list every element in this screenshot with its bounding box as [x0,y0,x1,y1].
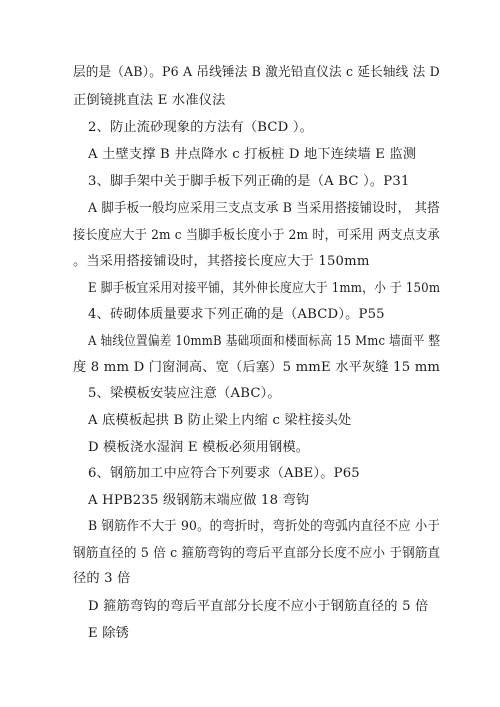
text-line: A 底模板起拱 B 防止梁上内缩 c 梁柱接头处 [88,413,352,428]
text-line: 径的 3 倍 [73,571,131,586]
text-line: 正倒镜挑直法 E 水准仪法 [73,93,226,108]
text-line: 度 8 mm D 门窗洞高、宽（后塞）5 mmE 水平灰缝 15 mm [73,360,441,375]
text-line: E 除锈 [88,626,129,641]
text-line: 3、脚手架中关于脚手板下列正确的是（A BC ）。P31 [88,174,410,189]
text-line: A HPB235 级钢筋末端应做 18 弯钩 [88,493,310,508]
text-line: D 模板浇水湿润 E 模板必须用钢模。 [88,440,310,455]
text-line: 2、防止流砂现象的方法有（BCD ）。 [88,120,314,135]
text-line: 层的是（AB）。P6 A 吊线锤法 B 激光铅直仪法 c 延长轴线 法 D [73,65,440,80]
text-line: 接长度应大于 2m c 当脚手板长度小于 2m 时，可采用 两支点支承 [73,228,440,243]
text-line: D 箍筋弯钩的弯后平直部分长度不应小于钢筋直径的 5 倍 [88,599,429,614]
text-line: A 脚手板一般均应采用三支点支承 B 当采用搭接铺设时， 其搭 [88,201,440,216]
text-line: 4、砖砌体质量要求下列正确的是（ABCD）。P55 [88,307,385,322]
text-line: 5、梁模板安装应注意（ABC）。 [88,386,281,401]
text-line: A 土壁支撑 B 井点降水 c 打板桩 D 地下连续墙 E 监测 [88,147,417,162]
text-line: 钢筋直径的 5 倍 c 箍筋弯钩的弯后平直部分长度不应小 于钢筋直 [73,546,441,561]
text-line: 6、钢筋加工中应符合下列要求（ABE）。P65 [88,466,360,481]
text-line: B 钢筋作不大于 90。的弯折时，弯折处的弯弧内直径不应 小于 [88,519,441,534]
text-line: A 轴线位置偏差 10mmB 基础项面和楼面标高 15 Mmc 墙面平 整 [88,334,441,349]
text-line: 。当采用搭接铺设时，其搭接长度应大于 150mm [73,254,370,269]
text-line: E 脚手板宜采用对接平铺，其外伸长度应大于 1mm，小 于 150m [88,281,441,296]
